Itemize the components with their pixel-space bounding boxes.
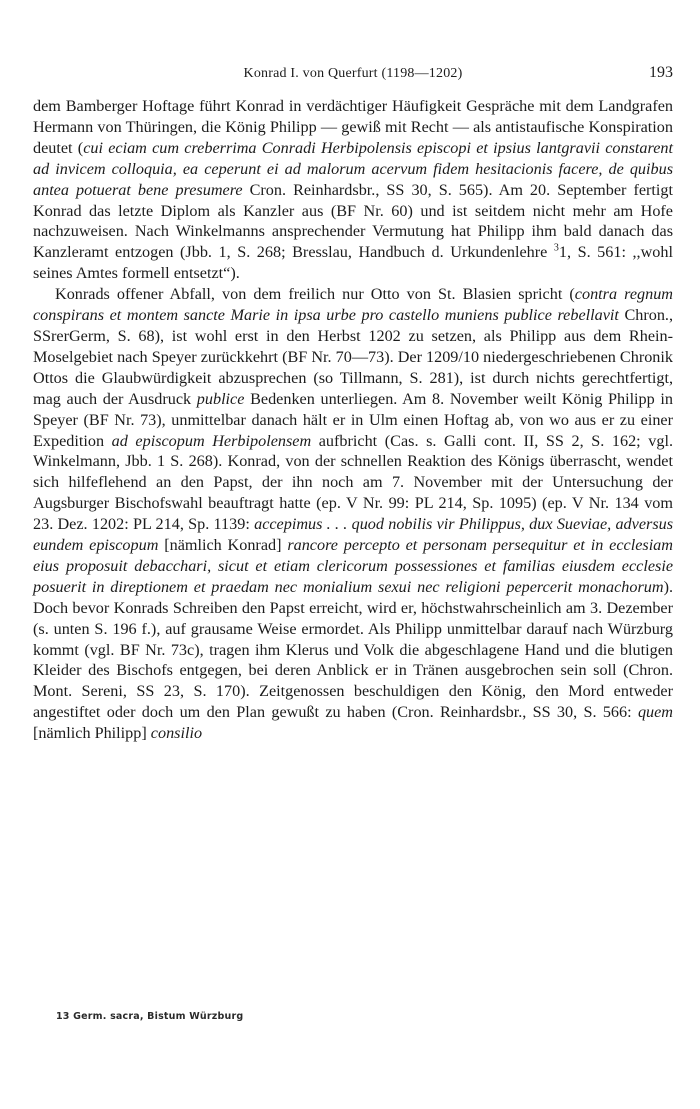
sheet-signature: 13 Germ. sacra, Bistum Würzburg xyxy=(56,1011,244,1022)
text-span: 1, S. 561: ,,wohl seines Amtes formell entsetzt“). xyxy=(33,243,673,283)
latin-quote: accepimus . . . quod nobilis vir Philippus, dux Sueviae, adversus eundem episcopum xyxy=(33,515,674,555)
text-span: Chron., SSrerGerm, S. 68), ist wohl erst in den Herbst 1202 zu setzen, als Philipp aus dem Rhein-Moselgebiet nach Speyer zurückkehrt (BF Nr. 70—73). Der 1209/10 niedergeschriebenen Chronik Ottos die Glaubwürdigkeit abzusprechen (so Tillmann, S. 281), ist durch nichts gerechtfertigt, mag auch der Ausdruck xyxy=(33,306,674,408)
running-title: Konrad I. von Querfurt (1198—1202) xyxy=(243,66,463,81)
running-head xyxy=(33,62,673,84)
text-span: Bedenken unterliegen. Am 8. November weilt König Philipp in Speyer (BF Nr. 73), unmittelbar danach hält er in Ulm einen Hoftag ab, von wo aus er zu einer Expedition xyxy=(33,389,673,450)
edition-superscript: 3 xyxy=(553,242,559,254)
latin-term: ad episcopum Herbipolensem xyxy=(111,431,312,450)
text-span: dem Bamberger Hoftage führt Konrad in verdächtiger Häufigkeit Gespräche mit dem Landgrafen Hermann von Thüringen, die König Philipp — gewiß mit Recht — als antistaufische Konspiration deutet ( xyxy=(33,97,673,157)
text-span: Cron. Reinhardsbr., SS 30, S. 565). Am 20. September fertigt Konrad das letzte Diplom als Kanzler aus (BF Nr. 60) und ist seitdem nicht mehr am Hofe nachzuweisen. Nach Winkelmanns ansprechender Vermutung hat Philipp ihm bald danach das Kanzleramt entzogen (Jbb. 1, S. 268; Bresslau, Handbuch d. Urkundenlehre xyxy=(33,180,673,262)
text-span: Konrads offener Abfall, von dem freilich nur Otto von St. Blasien spricht ( xyxy=(55,285,575,304)
paragraph-2 xyxy=(33,284,673,744)
text-span: aufbricht (Cas. s. Galli cont. II, SS 2, S. 162; vgl. Winkelmann, Jbb. 1 S. 268). Konrad, von der schnellen Reaktion des Königs überrascht, wendet sich hilfeflehend an den Papst, der ihn noch am 7. November mit der Untersuchung der Augsburger Bischofswahl beauftragt hatte (ep. V Nr. 99: PL 214, Sp. 1095) (ep. V Nr. 134 vom 23. Dez. 1202: PL 214, Sp. 1139: xyxy=(33,431,673,534)
document-page xyxy=(33,62,673,744)
text-span: ). Doch bevor Konrads Schreiben den Papst erreicht, wird er, höchstwahrscheinlich am 3. Dezember (s. unten S. 196 f.), auf grausame Weise ermordet. Als Philipp unmittelbar darauf nach Würzburg kommt (vgl. BF Nr. 73c), tragen ihm Klerus und Volk die abgeschlagene Hand und die blutigen Kleider des Bischofs entgegen, bei deren Anblick er in Tränen ausgebrochen sein soll (Chron. Mont. Sereni, SS 23, S. 170). Zeitgenossen beschuldigen den König, den Mord entweder angestiftet oder doch um den Plan gewußt zu haben (Cron. Reinhardsbr., SS 30, S. 566: xyxy=(33,577,673,722)
latin-quote: rancore percepto et personam persequitur et in ecclesiam eius proposuit debacchari, sicut et etiam clericorum possessiones et familias eiusdem ecclesie posuerit in direptionem et praedam nec monialium sexui nec religioni pepercerit monachorum xyxy=(33,536,673,596)
latin-term: quem xyxy=(637,703,673,722)
text-span: [nämlich Konrad] xyxy=(158,536,288,555)
text-span: [nämlich Philipp] xyxy=(33,724,151,743)
latin-quote: contra regnum conspirans et montem sancte Marie in ipsa urbe pro castello muniens publice rebellavit xyxy=(33,285,673,325)
body-text xyxy=(33,96,673,744)
paragraph-1 xyxy=(33,96,673,284)
latin-term: publice xyxy=(196,389,245,408)
latin-term: consilio xyxy=(150,724,203,743)
latin-quote: cui eciam cum creberrima Conradi Herbipolensis episcopi et ipsius lantgravii constarent ad invicem colloquia, ea ceperunt ei ad malorum acervum fidem hesitacionis facere, de quibus antea potuerat bene presumere xyxy=(33,138,673,199)
page-number: 193 xyxy=(649,64,673,81)
